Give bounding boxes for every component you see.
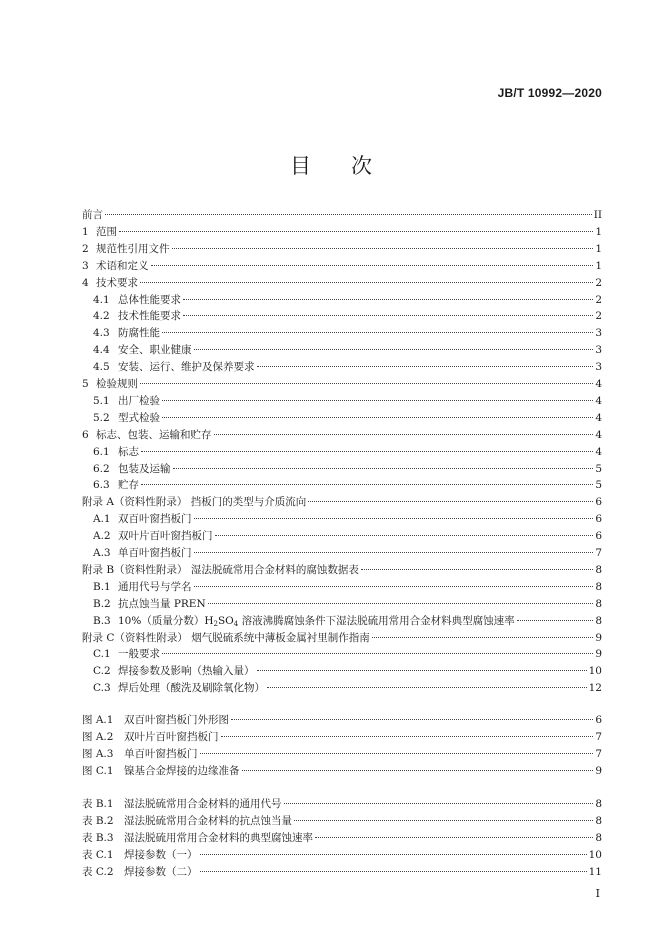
toc-entry-label: 附录 C（资料性附录） 烟气脱硫系统中薄板金属衬里制作指南 (82, 631, 370, 644)
toc-entry[interactable] (93, 461, 602, 477)
toc-entry[interactable] (82, 562, 602, 578)
toc-entry-label: 10%（质量分数）$H_2SO_4$ 溶液沸腾腐蚀条件下湿法脱硫用常用合金材料典型腐蚀速率 (118, 614, 515, 628)
toc-entry[interactable] (82, 258, 602, 274)
dot-leader (200, 753, 594, 754)
figure-entry[interactable] (82, 746, 602, 762)
toc-entry-page: 8 (595, 597, 602, 610)
toc-entry-page: 3 (595, 361, 602, 374)
toc-entry-page: 8 (595, 614, 602, 627)
toc-entry[interactable] (82, 630, 602, 646)
dot-leader (173, 468, 594, 469)
dot-leader (194, 586, 594, 587)
dot-leader (162, 400, 593, 401)
toc-entry-page: 5 (595, 462, 602, 475)
toc-entry-label: 一般要求 (118, 648, 160, 661)
toc-entry-number: 4.2 (93, 310, 110, 323)
table-entry[interactable] (82, 796, 602, 812)
toc-entry-page: 6 (595, 513, 602, 526)
toc-entry-label: 标志、包装、运输和贮存 (96, 428, 212, 441)
dot-leader (194, 518, 594, 519)
toc-entry-label: 湿法脱硫常用合金材料的抗点蚀当量 (124, 814, 292, 827)
dot-leader (315, 837, 593, 838)
table-entry[interactable] (82, 830, 602, 846)
toc-entry-page: 6 (595, 496, 602, 509)
toc-entry-page: 1 (595, 259, 602, 272)
toc-entry-page: II (593, 209, 602, 221)
toc-entry-page: 9 (595, 631, 602, 644)
dot-leader (183, 315, 593, 316)
toc-entry[interactable] (93, 579, 602, 595)
dot-leader (215, 535, 594, 536)
toc-entry-page: 8 (595, 814, 602, 827)
toc-entry[interactable] (82, 494, 602, 510)
dot-leader (208, 603, 594, 604)
toc-entry-label: 双叶片百叶窗挡板门 (124, 730, 219, 743)
toc-entry-page: 2 (595, 310, 602, 323)
toc-entry-label: 总体性能要求 (118, 293, 181, 306)
toc-entry-number: A.1 (93, 513, 111, 526)
figure-entry[interactable] (82, 712, 602, 728)
toc-entry-label: 范围 (96, 225, 117, 238)
dot-leader (140, 383, 593, 384)
dot-leader (517, 620, 594, 621)
toc-entry[interactable] (93, 663, 602, 679)
dot-leader (162, 417, 593, 418)
toc-entry-label: 型式检验 (118, 411, 160, 424)
toc-entry-page: 9 (595, 764, 602, 777)
dot-leader (119, 231, 593, 232)
toc-entry-number: B.3 (93, 614, 111, 627)
toc-entry-label: 双百叶窗挡板门 (118, 513, 192, 526)
toc-entry-page: 6 (595, 714, 602, 726)
toc-entry-page: 7 (595, 547, 602, 559)
toc-entry-label: 安全、职业健康 (118, 344, 192, 357)
toc-entry-label: 湿法脱硫用常用合金材料的典型腐蚀速率 (124, 831, 313, 844)
toc-entry-page: 12 (588, 682, 602, 695)
dot-leader (257, 670, 587, 671)
dot-leader (257, 366, 594, 367)
toc-entry-page: 10 (588, 665, 602, 678)
toc-entry[interactable] (82, 224, 602, 240)
dot-leader (294, 820, 593, 821)
toc-entry[interactable] (93, 292, 602, 308)
toc-entry-number: 表 C.2 (82, 865, 114, 878)
dot-leader (214, 434, 594, 435)
dot-leader (221, 736, 594, 737)
toc-entry-number: 5.1 (93, 394, 110, 407)
toc-entry-number: 图 A.2 (82, 730, 114, 743)
toc-entry-number: 4 (82, 276, 89, 289)
table-entry[interactable] (82, 847, 602, 863)
toc-entry-label: 焊接参数及影响（热输入量） (118, 665, 255, 678)
toc-entry-number: C.2 (93, 665, 111, 678)
toc-entry-number: 4.4 (93, 344, 110, 357)
toc-entry-page: 1 (595, 242, 602, 255)
toc-entry-label: 防腐性能 (118, 327, 160, 340)
toc-entry-page: 3 (595, 344, 602, 357)
dot-leader (183, 299, 593, 300)
dot-leader (308, 501, 593, 502)
dot-leader (284, 803, 594, 804)
toc-entry-page: 4 (595, 411, 602, 424)
toc-entry-label: 前言 (82, 209, 103, 221)
toc-entry-page: 4 (595, 445, 602, 458)
toc-entry[interactable] (93, 596, 602, 612)
toc-entry-page: 8 (595, 580, 602, 593)
dot-leader (151, 265, 594, 266)
toc-entry-page: 5 (595, 479, 602, 492)
toc-entry-number: 4.3 (93, 327, 110, 340)
figure-entry[interactable] (82, 729, 602, 745)
toc-entry-number: 1 (82, 225, 89, 238)
toc-entry-label: 贮存 (118, 479, 139, 492)
toc-entry-label: 单百叶窗挡板门 (118, 547, 192, 559)
toc-entry-page: 7 (595, 730, 602, 743)
toc-entry-page: 11 (588, 865, 602, 878)
toc-entry-label: 双叶片百叶窗挡板门 (118, 530, 213, 543)
toc-entry-number: 5.2 (93, 411, 110, 424)
dot-leader (141, 451, 593, 452)
toc-entry-number: A.2 (93, 530, 111, 543)
toc-entry-page: 8 (595, 563, 602, 576)
dot-leader (194, 349, 594, 350)
toc-entry-number: 2 (82, 242, 89, 255)
toc-entry[interactable] (82, 376, 602, 392)
toc-entry-page: 1 (595, 225, 602, 238)
toc-entry[interactable] (93, 325, 602, 341)
toc-entry-number: C.1 (93, 648, 111, 661)
toc-entry[interactable] (82, 275, 602, 291)
toc-entry-number: 图 A.3 (82, 747, 114, 760)
toc-entry-number: 3 (82, 259, 89, 272)
toc-entry-label: 标志 (118, 445, 139, 458)
toc-entry[interactable] (93, 613, 602, 629)
standard-code: JB/T 10992—2020 (497, 86, 602, 100)
toc-entry-number: A.3 (93, 547, 111, 559)
toc-entry-label: 双百叶窗挡板门外形图 (124, 714, 229, 726)
dot-leader (194, 552, 594, 553)
toc-entry-label: 附录 B（资料性附录） 湿法脱硫常用合金材料的腐蚀数据表 (82, 563, 359, 576)
toc-entry-label: 镍基合金焊接的边缘准备 (124, 764, 240, 777)
toc-entry-number: 图 A.1 (82, 714, 114, 726)
dot-leader (162, 653, 593, 654)
toc-entry[interactable] (93, 680, 602, 696)
toc-entry-page: 8 (595, 798, 602, 810)
toc-entry-number: B.2 (93, 597, 111, 610)
toc-entry[interactable] (93, 410, 602, 426)
toc-entry-page: 7 (595, 747, 602, 760)
dot-leader (200, 871, 587, 872)
dot-leader (267, 687, 587, 688)
toc-entry-label: 技术性能要求 (118, 310, 181, 323)
page-title: 目次 (290, 154, 412, 178)
toc-entry-page: 10 (588, 848, 602, 861)
toc-entry-label: 检验规则 (96, 378, 138, 390)
toc-entry-label: 通用代号与学名 (118, 580, 192, 593)
toc-entry[interactable] (93, 359, 602, 375)
toc-entry[interactable] (93, 444, 602, 460)
toc-entry-number: C.3 (93, 682, 111, 695)
toc-entry-page: 6 (595, 530, 602, 543)
toc-entry[interactable] (93, 528, 602, 544)
toc-entry[interactable] (93, 342, 602, 358)
toc-entry[interactable] (82, 241, 602, 257)
dot-leader (162, 332, 593, 333)
toc-entry-number: 6.2 (93, 462, 110, 475)
toc-entry-label: 抗点蚀当量 PREN (118, 597, 206, 610)
dot-leader (200, 854, 587, 855)
toc-entry-number: 4.5 (93, 361, 110, 374)
toc-entry-page: 4 (595, 378, 602, 390)
dot-leader (231, 719, 593, 720)
toc-entry-page: 9 (595, 648, 602, 661)
dot-leader (141, 484, 593, 485)
toc-entry-page: 3 (595, 327, 602, 340)
table-entry[interactable] (82, 864, 602, 880)
dot-leader (172, 248, 594, 249)
toc-entry[interactable] (93, 511, 602, 527)
dot-leader (372, 637, 594, 638)
toc-entry-page: 2 (595, 276, 602, 289)
toc-entry-page: 4 (595, 428, 602, 441)
table-entry[interactable] (82, 813, 602, 829)
toc-entry-label: 安装、运行、维护及保养要求 (118, 361, 255, 374)
toc-entry[interactable] (93, 646, 602, 662)
toc-entry-label: 单百叶窗挡板门 (124, 747, 198, 760)
toc-entry-number: 6.1 (93, 445, 110, 458)
toc-entry-number: 表 B.3 (82, 831, 114, 844)
toc-entry[interactable] (93, 393, 602, 409)
figure-entry[interactable] (82, 763, 602, 779)
toc-entry-label: 焊后处理（酸洗及刷除氧化物） (118, 682, 265, 695)
toc-entry[interactable] (82, 207, 602, 223)
toc-entry-label: 附录 A（资料性附录） 挡板门的类型与介质流向 (82, 496, 307, 509)
toc-entry-number: 5 (82, 378, 89, 390)
dot-leader (140, 282, 593, 283)
toc-entry-page: 4 (595, 394, 602, 407)
toc-entry-page: 2 (595, 293, 602, 306)
dot-leader (242, 770, 594, 771)
toc-entry-number: 6.3 (93, 479, 110, 492)
toc-entry-label: 湿法脱硫常用合金材料的通用代号 (124, 798, 282, 810)
toc-entry-label: 焊接参数（一） (124, 848, 198, 861)
toc-entry-label: 焊接参数（二） (124, 865, 198, 878)
toc-entry-number: 图 C.1 (82, 764, 114, 777)
toc-entry[interactable] (93, 308, 602, 324)
toc-entry-page: 8 (595, 831, 602, 844)
toc-entry[interactable] (93, 545, 602, 561)
toc-entry-number: 表 C.1 (82, 848, 114, 861)
toc-entry-label: 技术要求 (96, 276, 138, 289)
toc-entry-label: 术语和定义 (96, 259, 149, 272)
toc-entry[interactable] (82, 427, 602, 443)
toc-entry-number: 6 (82, 428, 89, 441)
dot-leader (105, 214, 592, 215)
toc-entry-number: 4.1 (93, 293, 110, 306)
toc-entry-label: 包装及运输 (118, 462, 171, 475)
page-number: I (595, 887, 600, 900)
toc-entry-number: 表 B.1 (82, 798, 114, 810)
dot-leader (361, 569, 593, 570)
toc-entry[interactable] (93, 477, 602, 493)
toc-entry-number: B.1 (93, 580, 111, 593)
toc-entry-label: 规范性引用文件 (96, 242, 170, 255)
toc-entry-number: 表 B.2 (82, 814, 114, 827)
toc-entry-label: 出厂检验 (118, 394, 160, 407)
